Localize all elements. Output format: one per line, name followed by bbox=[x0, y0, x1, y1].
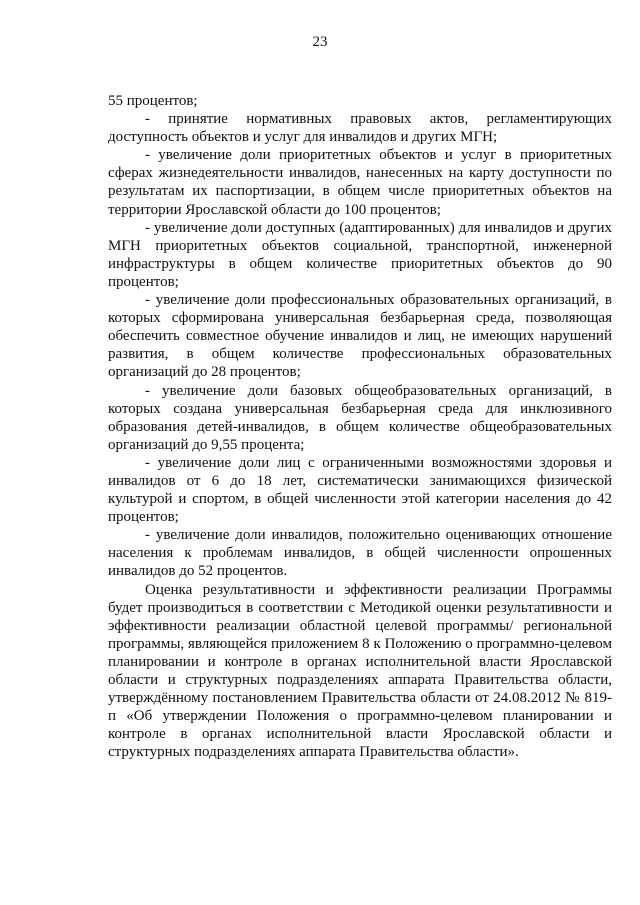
list-item-priority-objects-map: - увеличение доли приоритетных объектов и услуг в приоритетных сферах жизнедеятельности инвалидов, нанесенных на карту доступности по результатам их паспортизации, в общем числе приоритетных объектов на территории Ярославской области до 100 процентов; bbox=[108, 147, 612, 218]
paragraph-continuation: 55 процентов; bbox=[108, 93, 198, 109]
list-item-accessible-infrastructure: - увеличение доли доступных (адаптированных) для инвалидов и других МГН приоритетных объектов социальной, транспортной, инженерной инфраструктуры в общем количестве приоритетных объектов до 90 процентов; bbox=[108, 219, 612, 290]
page-number: 23 bbox=[312, 34, 328, 50]
list-item-sport-participation: - увеличение доли лиц с ограниченными возможностями здоровья и инвалидов от 6 до 18 лет, систематически занимающихся физической культурой и спортом, в общей численности этой категории населения до 42 процентов; bbox=[108, 454, 612, 526]
list-item-inclusive-schools: - увеличение доли базовых общеобразовательных организаций, в которых создана универсальная безбарьерная среда для инклюзивного образования детей-инвалидов, в общем количестве общеобразовательных организаций до 9,55 процента; bbox=[108, 382, 612, 453]
document-body bbox=[108, 92, 612, 761]
paragraph-evaluation-methodology: Оценка результативности и эффективности реализации Программы будет производиться в соответствии с Методикой оценки результативности и эффективности реализации областной целевой программы/ региональной программы, являющейся приложением 8 к Положению о программно-целевом планировании и контроле в органах исполнительной власти Ярославской области и структурных подразделениях аппарата Правительства области, утверждённому постановлением Правительства области от 24.08.2012 № 819-п «Об утверждении Положения о программно-целевом планировании и контроле в органах исполнительной власти Ярославской области и структурных подразделениях аппарата Правительства области». bbox=[108, 581, 612, 761]
list-item-positive-assessment: - увеличение доли инвалидов, положительно оценивающих отношение населения к проблемам инвалидов, в общей численности опрошенных инвалидов до 52 процентов. bbox=[108, 527, 612, 580]
list-item-normative-acts: - принятие нормативных правовых актов, регламентирующих доступность объектов и услуг для инвалидов и других МГН; bbox=[108, 111, 612, 146]
list-item-professional-education: - увеличение доли профессиональных образовательных организаций, в которых сформирована универсальная безбарьерная среда, позволяющая обеспечить совместное обучение инвалидов и лиц, не имеющих нарушений развития, в общем количестве профессиональных образовательных организаций до 28 процентов; bbox=[108, 292, 612, 381]
